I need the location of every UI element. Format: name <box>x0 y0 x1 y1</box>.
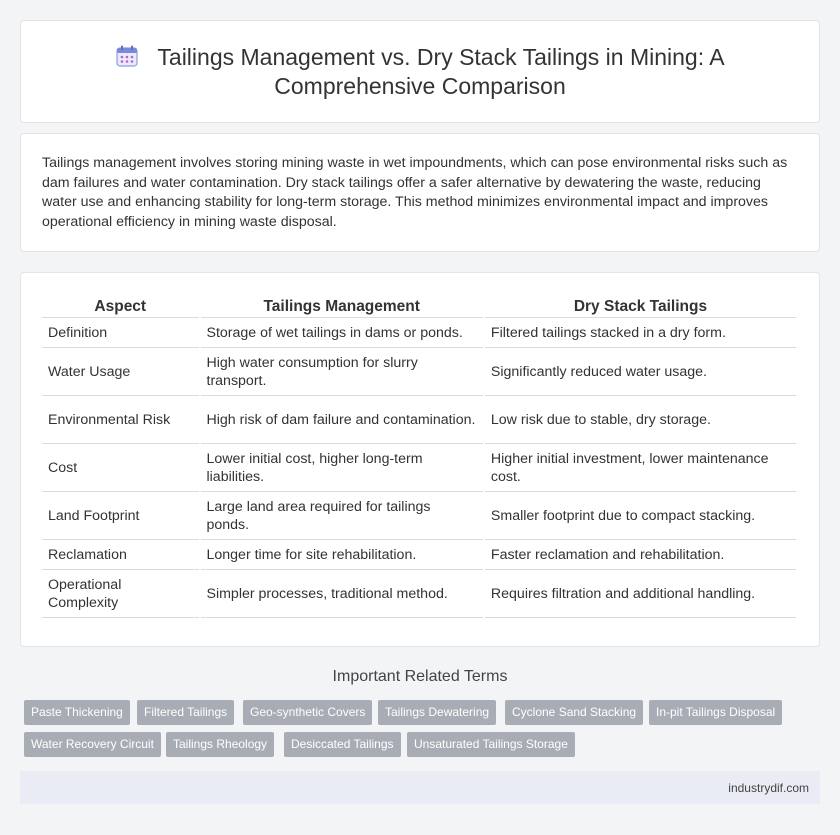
tag-tailings-rheology[interactable]: Tailings Rheology <box>166 732 274 757</box>
cell-tailings-management: Storage of wet tailings in dams or ponds. <box>201 318 483 348</box>
cell-aspect: Reclamation <box>42 540 199 570</box>
tag-water-recovery-circuit[interactable]: Water Recovery Circuit <box>24 732 161 757</box>
comparison-card <box>20 272 820 647</box>
comparison-table <box>40 294 798 618</box>
tag-paste-thickening[interactable]: Paste Thickening <box>24 700 130 725</box>
table-row <box>42 318 796 348</box>
cell-tailings-management: Lower initial cost, higher long-term liabilities. <box>201 444 483 492</box>
intro-paragraph: Tailings management involves storing mining waste in wet impoundments, which can pose environmental risks such as dam failures and water contamination. Dry stack tailings offer a safer alternative by dewatering the waste, reducing water use and enhancing stability for long-term storage. This method minimizes environmental impact and improves operational efficiency in mining waste disposal. <box>42 155 788 230</box>
cell-tailings-management: High risk of dam failure and contamination. <box>201 396 483 444</box>
tag-filtered-tailings[interactable]: Filtered Tailings <box>137 700 234 725</box>
cell-dry-stack: Filtered tailings stacked in a dry form. <box>485 318 796 348</box>
cell-aspect: Operational Complexity <box>42 570 199 618</box>
header-tailings-management: Tailings Management <box>201 294 483 318</box>
table-row <box>42 540 796 570</box>
footer-site[interactable]: industrydif.com <box>728 781 809 795</box>
table-row <box>42 396 796 444</box>
table-header-row <box>42 294 796 318</box>
cell-tailings-management: High water consumption for slurry transport. <box>201 348 483 396</box>
cell-tailings-management: Simpler processes, traditional method. <box>201 570 483 618</box>
cell-dry-stack: Faster reclamation and rehabilitation. <box>485 540 796 570</box>
cell-aspect: Definition <box>42 318 199 348</box>
page-title <box>60 43 780 101</box>
cell-dry-stack: Smaller footprint due to compact stacking. <box>485 492 796 540</box>
title-card <box>20 20 820 123</box>
table-row <box>42 348 796 396</box>
tag-geo-synthetic-covers[interactable]: Geo-synthetic Covers <box>243 700 372 725</box>
tag-desiccated-tailings[interactable]: Desiccated Tailings <box>284 732 401 757</box>
header-aspect: Aspect <box>42 294 199 318</box>
tag-unsaturated-tailings-storage[interactable]: Unsaturated Tailings Storage <box>407 732 575 757</box>
cell-tailings-management: Longer time for site rehabilitation. <box>201 540 483 570</box>
cell-aspect: Cost <box>42 444 199 492</box>
cell-tailings-management: Large land area required for tailings ponds. <box>201 492 483 540</box>
cell-dry-stack: Requires filtration and additional handling. <box>485 570 796 618</box>
footer <box>20 771 820 804</box>
tag-cyclone-sand-stacking[interactable]: Cyclone Sand Stacking <box>505 700 643 725</box>
tag-tailings-dewatering[interactable]: Tailings Dewatering <box>378 700 496 725</box>
header-dry-stack-tailings: Dry Stack Tailings <box>485 294 796 318</box>
cell-aspect: Water Usage <box>42 348 199 396</box>
table-row <box>42 444 796 492</box>
intro-card <box>20 133 820 252</box>
page-title-text: Tailings Management vs. Dry Stack Tailings in Mining: A Comprehensive Comparison <box>157 43 725 99</box>
calendar-icon <box>115 44 139 68</box>
table-row <box>42 492 796 540</box>
cell-dry-stack: Higher initial investment, lower maintenance cost. <box>485 444 796 492</box>
table-row <box>42 570 796 618</box>
related-terms-title: Important Related Terms <box>332 668 508 685</box>
cell-dry-stack: Significantly reduced water usage. <box>485 348 796 396</box>
cell-aspect: Land Footprint <box>42 492 199 540</box>
tag-in-pit-tailings-disposal[interactable]: In-pit Tailings Disposal <box>649 700 782 725</box>
cell-dry-stack: Low risk due to stable, dry storage. <box>485 396 796 444</box>
cell-aspect: Environmental Risk <box>42 396 199 444</box>
